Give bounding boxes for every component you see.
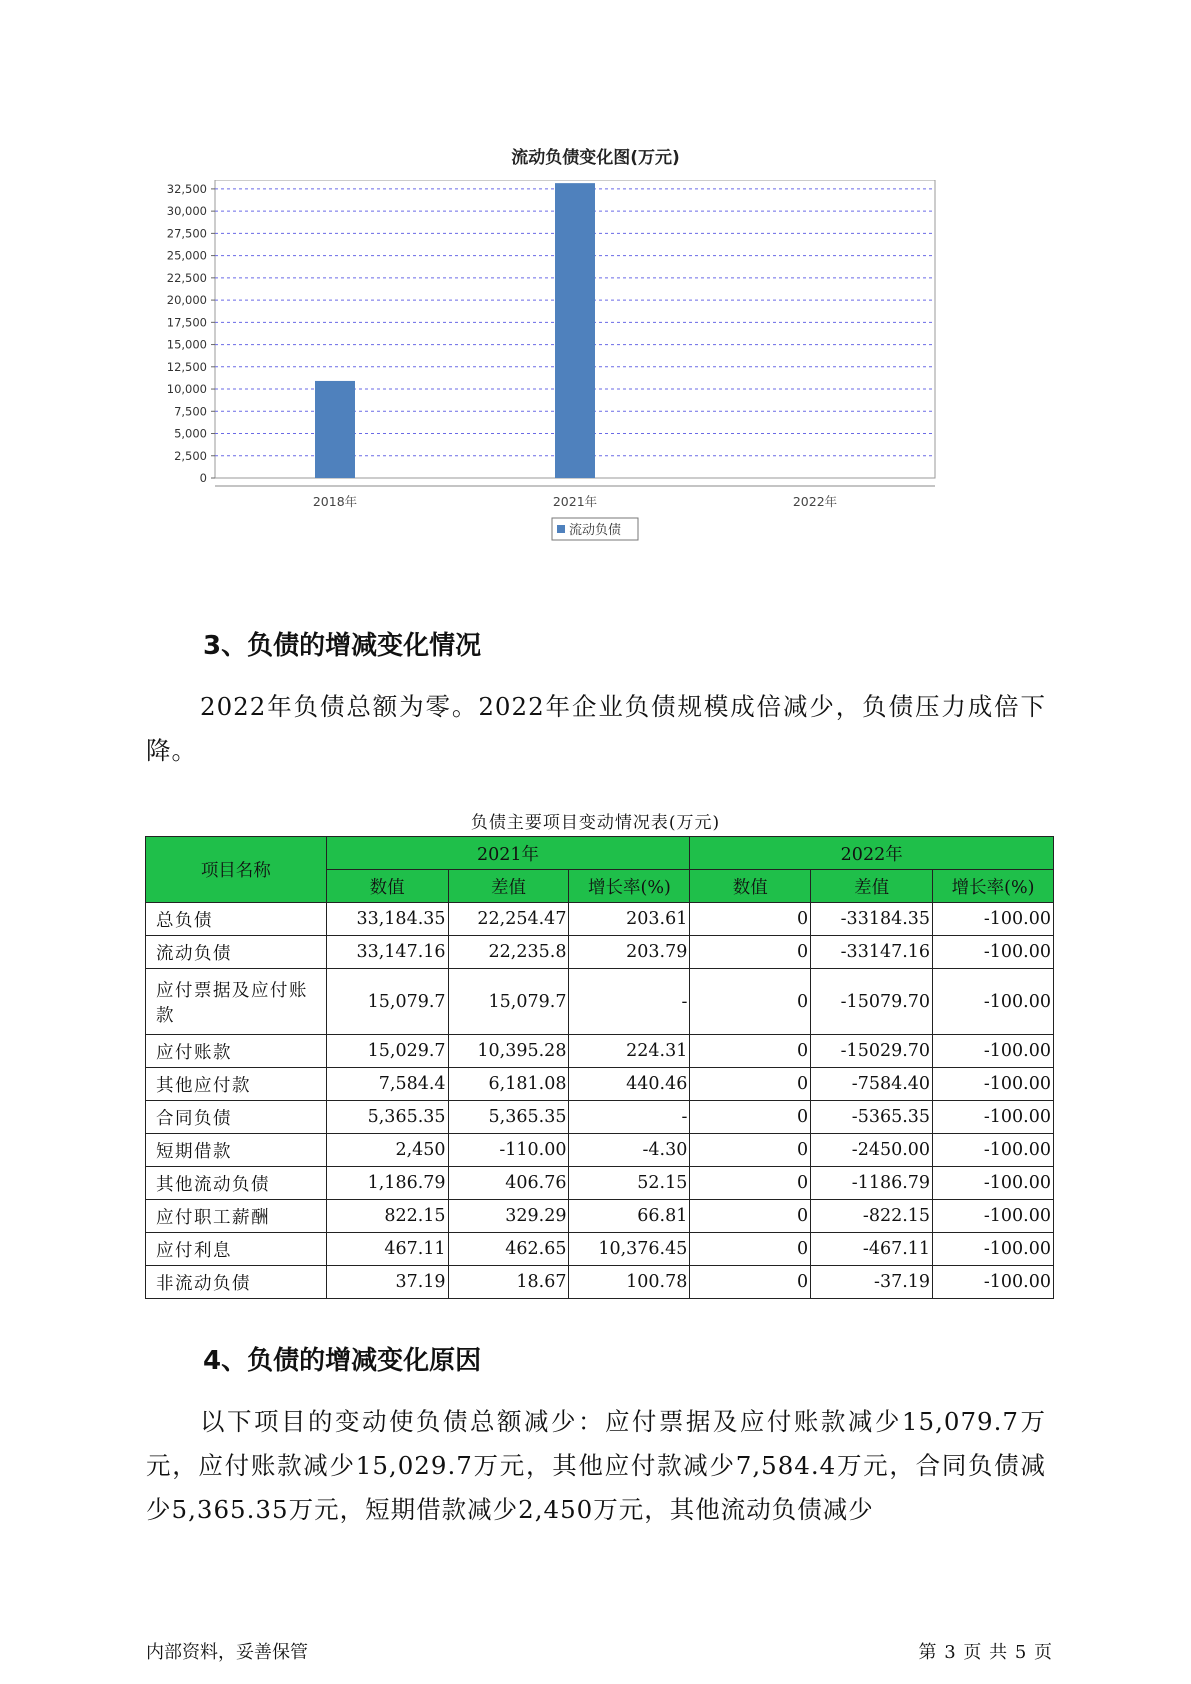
table-cell: 10,376.45 [569,1233,690,1266]
table-cell: 33,184.35 [326,903,448,936]
table-cell: 6,181.08 [448,1068,569,1101]
subheader-value: 数值 [326,870,448,903]
table-cell: -110.00 [448,1134,569,1167]
y-tick-label: 15,000 [166,337,207,352]
table-cell: -100.00 [933,1167,1054,1200]
table-cell: -100.00 [933,1233,1054,1266]
table-cell: 22,254.47 [448,903,569,936]
section-4-heading: 4、负债的增减变化原因 [203,1346,482,1376]
table-cell: 15,079.7 [326,969,448,1035]
table-cell: 100.78 [569,1266,690,1299]
table-cell: -100.00 [933,969,1054,1035]
section-3-paragraph: 2022年负债总额为零。2022年企业负债规模成倍减少，负债压力成倍下降。 [146,692,1046,765]
table-cell: 0 [690,969,811,1035]
table-cell: 66.81 [569,1200,690,1233]
table-cell: -467.11 [811,1233,933,1266]
row-label: 应付账款 [146,1035,327,1068]
table-cell: -100.00 [933,1200,1054,1233]
section-3-heading: 3、负债的增减变化情况 [203,631,482,661]
table-cell: 2,450 [326,1134,448,1167]
table-row [146,1266,1054,1299]
y-tick-label: 25,000 [166,248,207,263]
table-cell: 822.15 [326,1200,448,1233]
table-cell: -33147.16 [811,936,933,969]
table-cell: 0 [690,903,811,936]
y-tick-label: 10,000 [166,382,207,397]
table-cell: 467.11 [326,1233,448,1266]
table-cell: 224.31 [569,1035,690,1068]
table-cell: 22,235.8 [448,936,569,969]
y-tick-label: 17,500 [166,315,207,330]
table-cell: -100.00 [933,1035,1054,1068]
table-cell: 37.19 [326,1266,448,1299]
table-cell: 5,365.35 [326,1101,448,1134]
table-cell: -5365.35 [811,1101,933,1134]
table-cell: -822.15 [811,1200,933,1233]
row-label: 短期借款 [146,1134,327,1167]
row-label: 应付职工薪酬 [146,1200,327,1233]
table-cell: 203.79 [569,936,690,969]
table-cell: -33184.35 [811,903,933,936]
table-cell: -100.00 [933,1101,1054,1134]
table-cell: -7584.40 [811,1068,933,1101]
table-cell: 0 [690,1266,811,1299]
bar [315,381,355,478]
header-year-2022: 2022年 [690,837,1054,870]
table-cell: -100.00 [933,936,1054,969]
table-row [146,1167,1054,1200]
table-row [146,1035,1054,1068]
table-cell: 1,186.79 [326,1167,448,1200]
table-cell: 462.65 [448,1233,569,1266]
footer-confidential-note: 内部资料，妥善保管 [146,1642,308,1663]
current-liabilities-bar-chart [140,180,1020,590]
x-tick-label: 2022年 [792,494,838,509]
y-tick-label: 0 [199,471,207,485]
table-cell: 15,079.7 [448,969,569,1035]
row-label: 流动负债 [146,936,327,969]
bar [555,183,595,478]
table-cell: 406.76 [448,1167,569,1200]
table-cell: 440.46 [569,1068,690,1101]
table-row [146,903,1054,936]
row-label: 非流动负债 [146,1266,327,1299]
table-cell: 15,029.7 [326,1035,448,1068]
table-row [146,1233,1054,1266]
table-cell: 18.67 [448,1266,569,1299]
table-cell: -15029.70 [811,1035,933,1068]
row-label: 其他应付款 [146,1068,327,1101]
table-row [146,1200,1054,1233]
table-cell: 0 [690,1068,811,1101]
subheader-growth: 增长率(%) [569,870,690,903]
table-row [146,969,1054,1035]
liabilities-change-table [145,836,1054,1299]
row-label: 总负债 [146,903,327,936]
table-cell: -4.30 [569,1134,690,1167]
table-cell: 0 [690,1200,811,1233]
table-cell: 203.61 [569,903,690,936]
table-cell: 0 [690,1167,811,1200]
legend-label: 流动负债 [569,523,622,538]
x-tick-label: 2021年 [552,494,598,509]
y-tick-label: 20,000 [166,293,207,308]
subheader-diff: 差值 [448,870,569,903]
table-row [146,936,1054,969]
table-cell: - [569,969,690,1035]
subheader-value: 数值 [690,870,811,903]
subheader-diff: 差值 [811,870,933,903]
table-cell: 329.29 [448,1200,569,1233]
legend-swatch [557,525,565,533]
header-year-2021: 2021年 [326,837,690,870]
table-cell: 0 [690,1035,811,1068]
table-cell: -37.19 [811,1266,933,1299]
subheader-growth: 增长率(%) [933,870,1054,903]
section-4-paragraph: 以下项目的变动使负债总额减少：应付票据及应付账款减少15,079.7万元，应付账款减少15,029.7万元，其他应付款减少7,584.4万元，合同负债减少5,365.35万元，短期借款减少2,450万元，其他流动负债减少 [146,1407,1046,1524]
table-row [146,1134,1054,1167]
table-cell: 7,584.4 [326,1068,448,1101]
header-item-name: 项目名称 [146,837,327,903]
footer-page-number: 第 3 页 共 5 页 [918,1642,1053,1663]
table-cell: -100.00 [933,1266,1054,1299]
table-row [146,1101,1054,1134]
y-tick-label: 22,500 [166,270,207,285]
table-cell: 33,147.16 [326,936,448,969]
table-cell: -100.00 [933,1068,1054,1101]
y-tick-label: 27,500 [166,226,207,241]
table-cell: 0 [690,1233,811,1266]
table-cell: -1186.79 [811,1167,933,1200]
table-cell: -100.00 [933,1134,1054,1167]
table-cell: 0 [690,1101,811,1134]
x-tick-label: 2018年 [312,494,358,509]
y-tick-label: 5,000 [174,426,207,441]
y-tick-label: 12,500 [166,359,207,374]
row-label: 应付票据及应付账款 [146,969,327,1035]
y-tick-label: 30,000 [166,204,207,219]
table-cell: - [569,1101,690,1134]
table-caption: 负债主要项目变动情况表(万元) [470,813,721,833]
table-cell: 0 [690,1134,811,1167]
table-cell: -15079.70 [811,969,933,1035]
row-label: 合同负债 [146,1101,327,1134]
y-tick-label: 2,500 [174,448,207,463]
table-cell: 10,395.28 [448,1035,569,1068]
table-cell: 5,365.35 [448,1101,569,1134]
row-label: 其他流动负债 [146,1167,327,1200]
y-tick-label: 7,500 [174,404,207,419]
chart-title: 流动负债变化图(万元) [511,148,680,168]
table-cell: -2450.00 [811,1134,933,1167]
table-row [146,1068,1054,1101]
row-label: 应付利息 [146,1233,327,1266]
table-cell: 0 [690,936,811,969]
table-cell: -100.00 [933,903,1054,936]
table-cell: 52.15 [569,1167,690,1200]
y-tick-label: 32,500 [166,181,207,196]
